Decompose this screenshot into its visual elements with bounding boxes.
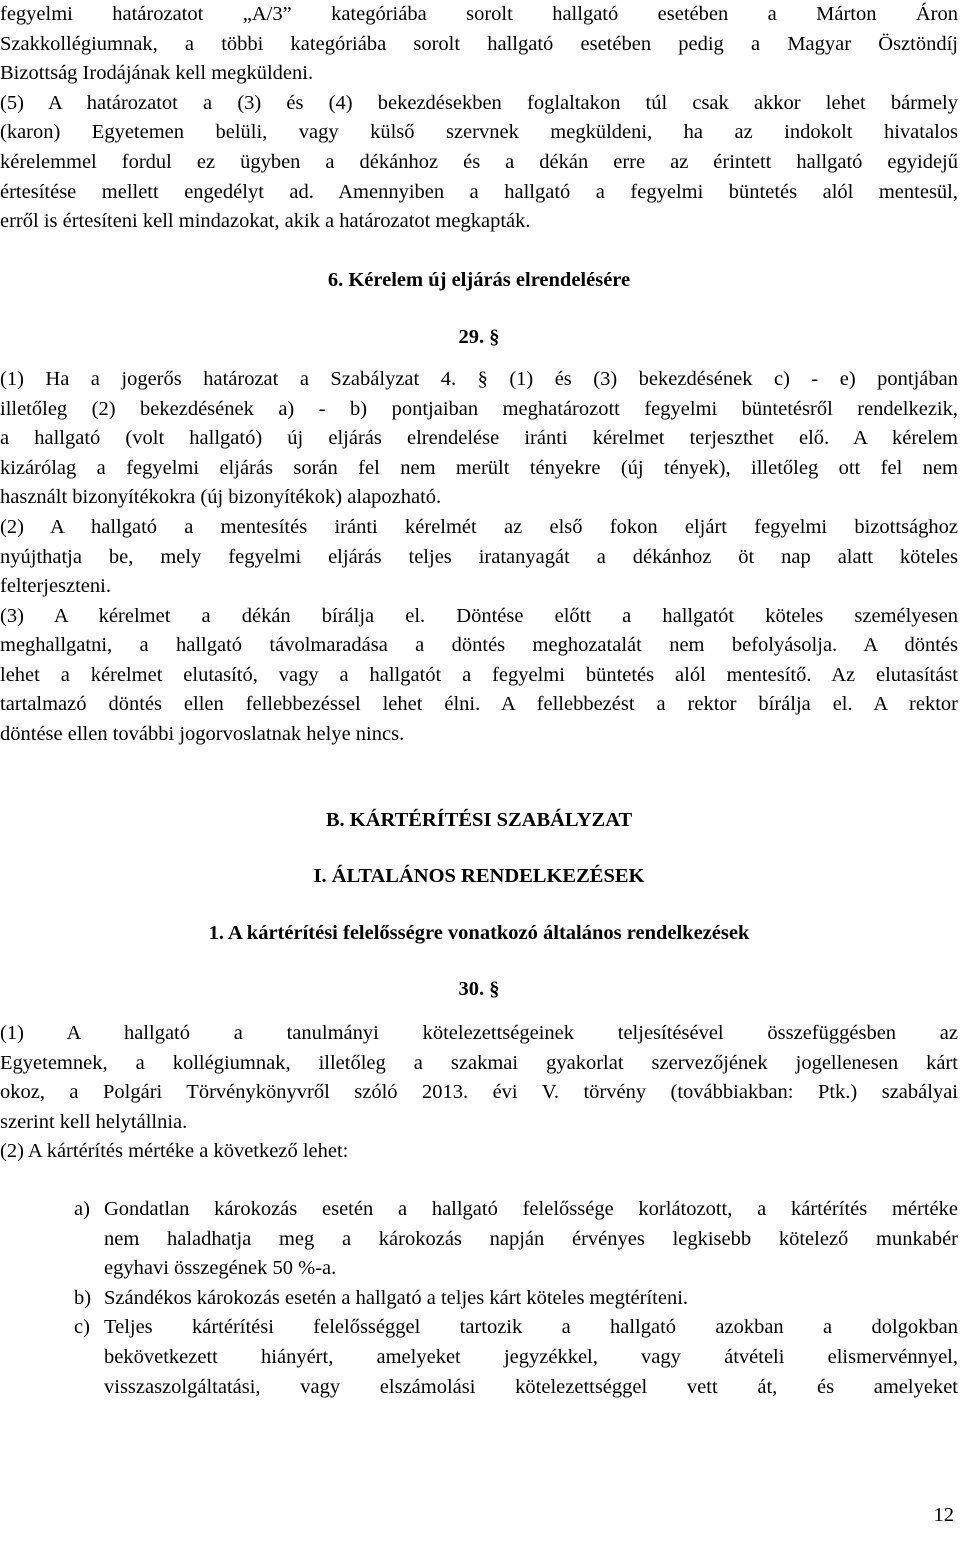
section-29-paragraph-2 xyxy=(0,513,958,602)
list-item-label: b) xyxy=(74,1286,92,1309)
text-line: Szándékos károkozás esetén a hallgató a teljes kárt köteles megtéríteni. xyxy=(104,1286,689,1309)
text-line: kérelemmel fordul ez ügyben a dékánhoz és a dékán erre az érintett hallgató egyidejű xyxy=(0,150,958,173)
text-line: felterjeszteni. xyxy=(0,575,111,598)
section-30-paragraph-2 xyxy=(0,1137,958,1167)
text-line: kizárólag a fegyelmi eljárás során fel nem merült tényekre (új tények), illetőleg ott fel nem xyxy=(0,456,958,479)
list-item-label: a) xyxy=(74,1198,90,1220)
text-line: okoz, a Polgári Törvénykönyvről szóló 2013. évi V. törvény (továbbiakban: Ptk.) szabályai xyxy=(0,1081,958,1104)
text-line: nem haladhatja meg a károkozás napján érvényes legkisebb kötelező munkabér xyxy=(104,1227,958,1250)
text-line: bekövetkezett hiányért, amelyeket jegyzékkel, vagy átvételi elismervénnyel, xyxy=(104,1345,958,1368)
section-30-paragraph-1 xyxy=(0,1019,958,1137)
text-line: meghallgatni, a hallgató távolmaradása a döntés meghozatalát nem befolyásolja. A döntés xyxy=(0,634,958,657)
text-line: Bizottság Irodájának kell megküldeni. xyxy=(0,62,314,85)
section-number-29: 29. § xyxy=(458,326,500,349)
text-line: döntése ellen további jogorvoslatnak helye nincs. xyxy=(0,723,405,746)
text-line: (karon) Egyetemen belüli, vagy külső szervnek megküldeni, ha az indokolt hivatalos xyxy=(0,121,958,144)
text-line: visszaszolgáltatási, vagy elszámolási kötelezettséggel vett át, és amelyeket xyxy=(104,1375,958,1398)
section-29-paragraph-1 xyxy=(0,365,958,513)
section-29-paragraph-3 xyxy=(0,602,958,750)
text-line: fegyelmi határozatot „A/3” kategóriába sorolt hallgató esetében a Márton Áron xyxy=(0,3,958,25)
text-line: Teljes kártérítési felelősséggel tartozik a hallgató azokban a dolgokban xyxy=(104,1316,958,1339)
text-line: lehet a kérelmet elutasító, vagy a hallgatót a fegyelmi büntetés alól mentesítő. Az elutasítást xyxy=(0,663,958,686)
text-line: Gondatlan károkozás esetén a hallgató felelőssége korlátozott, a kártérítés mértéke xyxy=(104,1198,958,1220)
page-number: 12 xyxy=(933,1504,954,1526)
list-item xyxy=(74,1284,958,1314)
subheading-1: 1. A kártérítési felelősségre vonatkozó általános rendelkezések xyxy=(208,921,750,944)
damage-list xyxy=(74,1195,958,1402)
text-line: Szakkollégiumnak, a többi kategóriába sorolt hallgató esetében pedig a Magyar Ösztöndíj xyxy=(0,32,958,55)
text-line: tartalmazó döntés ellen fellebbezéssel lehet élni. A fellebbezést a rektor bírálja el. A rektor xyxy=(0,693,958,716)
list-item xyxy=(74,1313,958,1402)
text-line: szerint kell helytállnia. xyxy=(0,1110,188,1133)
text-line: (3) A kérelmet a dékán bírálja el. Döntése előtt a hallgatót köteles személyesen xyxy=(0,604,958,627)
list-item-label: c) xyxy=(74,1316,90,1339)
text-line: a hallgató (volt hallgató) új eljárás elrendelése iránti kérelmet terjeszthet elő. A kérelem xyxy=(0,427,958,450)
text-line: Egyetemnek, a kollégiumnak, illetőleg a szakmai gyakorlat szervezőjének jogellenesen kárt xyxy=(0,1051,958,1074)
list-item xyxy=(74,1195,958,1284)
text-line: egyhavi összegének 50 %-a. xyxy=(104,1257,337,1280)
part-heading-b: B. KÁRTÉRÍTÉSI SZABÁLYZAT xyxy=(325,808,633,831)
text-line: (1) Ha a jogerős határozat a Szabályzat 4. § (1) és (3) bekezdésének c) - e) pontjában xyxy=(0,367,958,390)
text-line: (2) A hallgató a mentesítés iránti kérelmét az első fokon eljárt fegyelmi bizottsághoz xyxy=(0,515,958,538)
text-line: (5) A határozatot a (3) és (4) bekezdésekben foglaltakon túl csak akkor lehet bármely xyxy=(0,91,958,114)
chapter-heading-6: 6. Kérelem új eljárás elrendelésére xyxy=(327,268,631,291)
text-line: erről is értesíteni kell mindazokat, akik a határozatot megkapták. xyxy=(0,210,531,233)
paragraph-5 xyxy=(0,89,958,237)
text-line: értesítése mellett engedélyt ad. Amennyiben a hallgató a fegyelmi büntetés alól mentesül, xyxy=(0,180,958,203)
text-line: (2) A kártérítés mértéke a következő lehet: xyxy=(0,1140,349,1163)
text-line: használt bizonyítékokra (új bizonyítékok) alapozható. xyxy=(0,486,442,509)
text-line: (1) A hallgató a tanulmányi kötelezettségeinek teljesítésével összefüggésben az xyxy=(0,1022,958,1045)
text-line: nyújthatja be, mely fegyelmi eljárás teljes iratanyagát a dékánhoz öt nap alatt köteles xyxy=(0,545,958,568)
paragraph-4-tail xyxy=(0,0,958,89)
section-number-30: 30. § xyxy=(458,978,500,1001)
chapter-heading-i: I. ÁLTALÁNOS RENDELKEZÉSEK xyxy=(313,865,645,888)
text-line: illetőleg (2) bekezdésének a) - b) pontjaiban meghatározott fegyelmi büntetésről rendelkezik, xyxy=(0,397,958,420)
